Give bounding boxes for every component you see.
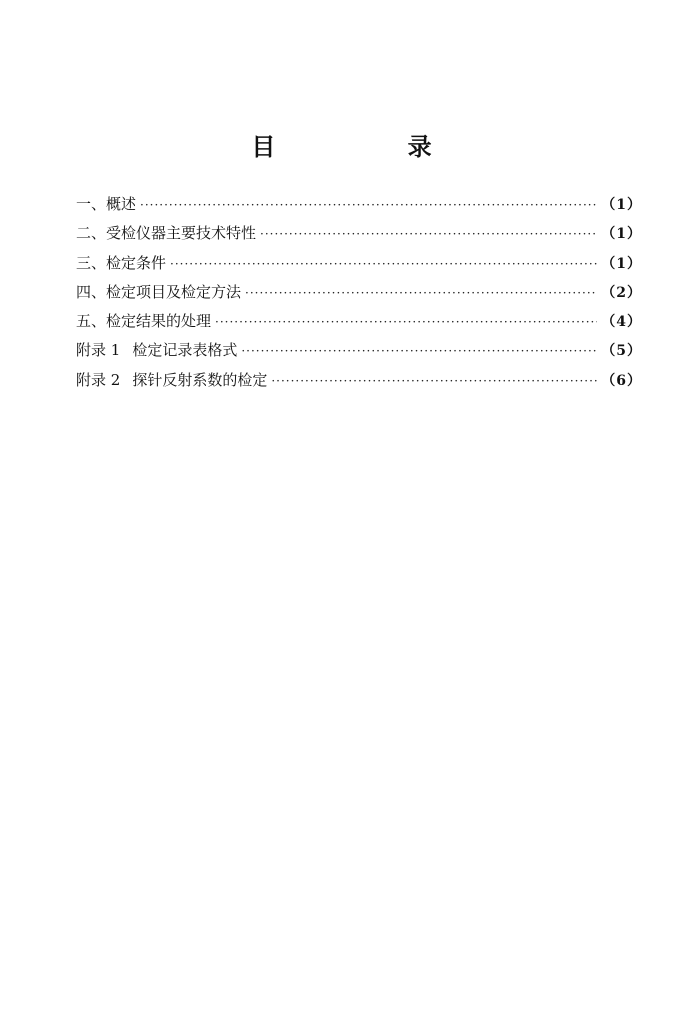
toc-entry-label: 四、检定项目及检定方法: [76, 282, 242, 301]
toc-entry-5: [76, 307, 642, 336]
page-title: 目 录: [251, 133, 494, 161]
toc-entry-appendix-2: [76, 366, 642, 395]
toc-page-number: （5）: [601, 343, 642, 360]
toc-leader-dots: [215, 308, 597, 337]
toc-entry-4: [76, 278, 642, 307]
toc-leader-dots: [260, 220, 597, 249]
toc-entry-2: [76, 219, 642, 248]
toc-entry-label: 检定记录表格式: [132, 341, 238, 360]
toc-entry-label: 探针反射系数的检定: [132, 370, 268, 389]
toc-entry-appendix-1: [76, 336, 642, 365]
toc-page-number: （4）: [601, 314, 642, 331]
toc-entry-3: [76, 249, 642, 278]
toc-entry-label: 五、检定结果的处理: [76, 312, 212, 331]
toc-page-number: （1）: [601, 226, 642, 243]
toc-page-number: （1）: [601, 255, 642, 272]
toc-page-number: （2）: [601, 284, 642, 301]
toc-leader-dots: [140, 191, 597, 220]
toc-page-number: （6）: [601, 372, 642, 389]
toc-leader-dots: [241, 337, 597, 366]
toc-appendix-number: 附录 1: [76, 341, 121, 360]
toc-entry-label: 一、概述: [76, 195, 137, 213]
toc-appendix-number: 附录 2: [76, 370, 121, 389]
toc-page-number: （1）: [601, 197, 642, 213]
toc-leader-dots: [170, 250, 597, 279]
toc-entry-label-group: [76, 336, 237, 365]
toc-leader-dots: [271, 367, 597, 396]
table-of-contents: [76, 190, 642, 395]
toc-entry-label: 二、受检仪器主要技术特性: [76, 224, 257, 243]
toc-leader-dots: [245, 279, 597, 308]
toc-entry-label: 三、检定条件: [76, 253, 167, 272]
toc-entry-1: [76, 190, 642, 219]
toc-entry-label-group: [76, 366, 267, 395]
